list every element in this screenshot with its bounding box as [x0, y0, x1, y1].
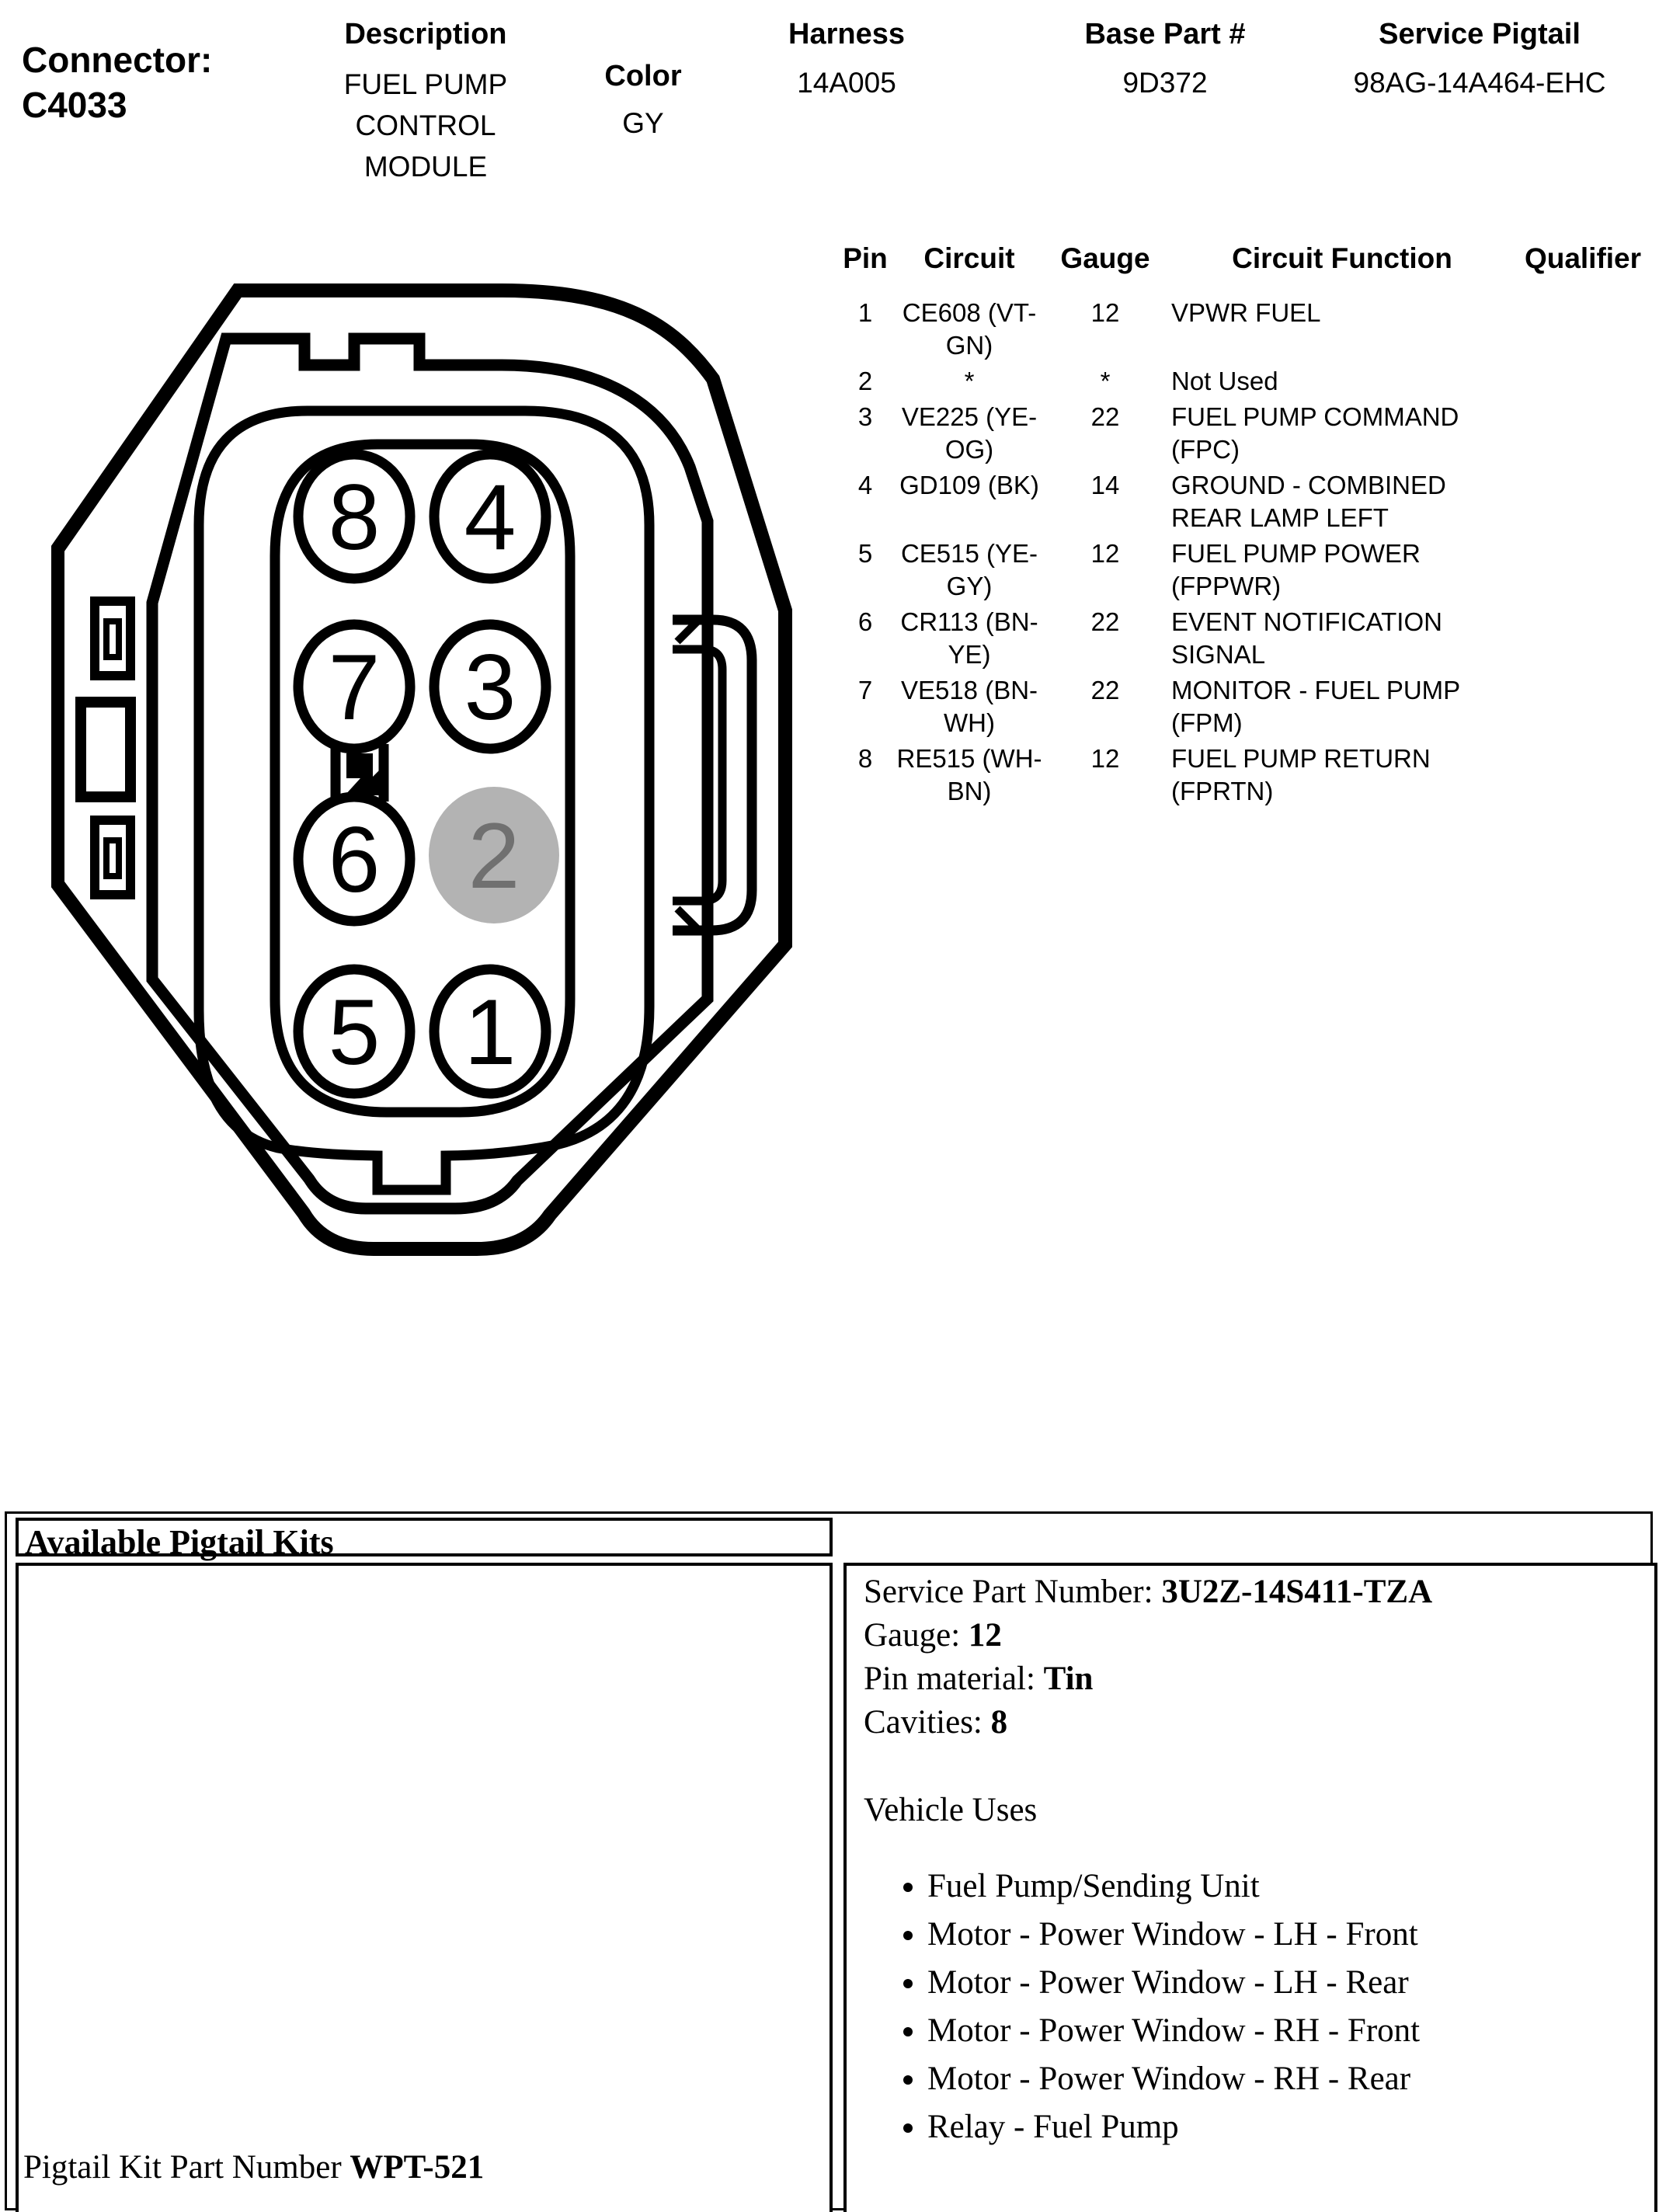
gauge-cell: 22	[1090, 676, 1120, 704]
pin-table-row	[839, 365, 1659, 398]
circuit-function-cell: FUEL PUMP POWER (FPPWR)	[1171, 539, 1421, 600]
circuit-cell: CE608 (VT- GN)	[902, 298, 1037, 360]
gauge-cell: 12	[1090, 298, 1120, 327]
pin-number-label-4: 4	[464, 465, 516, 569]
color-header: Color	[604, 60, 682, 92]
gauge-cell: 14	[1090, 471, 1120, 499]
pin-number-cell: 4	[857, 471, 873, 499]
pin-number-cell: 7	[857, 676, 873, 704]
detail-value: Tin	[1043, 1661, 1094, 1697]
pigtail-kit-part-number-line	[23, 2148, 484, 2186]
gauge-cell: 22	[1090, 402, 1120, 431]
circuit-column-header: Circuit	[923, 242, 1015, 274]
pin-number-label-6: 6	[328, 808, 381, 912]
connector-inner-shell	[152, 339, 708, 1209]
pigtail-kit-part-number-value: WPT-521	[350, 2149, 485, 2186]
connector-seal-ring	[199, 411, 649, 1190]
pin-number-label-3: 3	[464, 635, 516, 739]
qualifier-cell	[1521, 469, 1645, 534]
pin-number-cell: 8	[857, 744, 873, 773]
pigtail-detail-line	[864, 1614, 1432, 1657]
pin-table-row	[839, 606, 1659, 671]
pin-number-cell: 1	[857, 298, 873, 327]
left-latch-slot-top	[95, 601, 130, 676]
color-value: GY	[622, 107, 664, 139]
detail-value: 12	[968, 1617, 1002, 1654]
vehicle-use-item: • Motor - Power Window - LH - Front	[927, 1911, 1420, 1959]
base-part-value: 9D372	[1122, 67, 1208, 99]
circuit-function-cell: VPWR FUEL	[1171, 298, 1321, 327]
pin-number-label-5: 5	[328, 980, 381, 1084]
pin-number-cell: 3	[857, 402, 873, 431]
circuit-cell: CE515 (YE- GY)	[900, 539, 1038, 600]
service-pigtail-header: Service Pigtail	[1379, 18, 1581, 50]
circuit-cell: RE515 (WH- BN)	[896, 744, 1042, 805]
left-latch-slot-top-inner	[106, 621, 119, 657]
circuit-cell: VE225 (YE- OG)	[901, 402, 1038, 464]
vehicle-use-item: • Motor - Power Window - RH - Front	[927, 2007, 1420, 2055]
circuit-function-cell: GROUND - COMBINED REAR LAMP LEFT	[1171, 471, 1446, 532]
qualifier-cell	[1521, 674, 1645, 739]
detail-value: 3U2Z-14S411-TZA	[1161, 1574, 1433, 1610]
pin-table-row	[839, 537, 1659, 603]
pin-table-header-row	[839, 242, 1659, 275]
gauge-column-header: Gauge	[1060, 242, 1150, 274]
vehicle-uses-list	[893, 1862, 1420, 2151]
pin-number-label-1: 1	[464, 980, 516, 1084]
pin-number-label-2: 2	[468, 804, 520, 908]
side-lock-tab-inner	[673, 649, 722, 901]
vehicle-uses-title: Vehicle Uses	[864, 1792, 1038, 1828]
left-latch-slot-bottom-inner	[106, 840, 119, 876]
qualifier-cell	[1521, 606, 1645, 671]
vehicle-use-item: • Motor - Power Window - RH - Rear	[927, 2055, 1420, 2103]
detail-value: 8	[990, 1704, 1008, 1741]
pigtail-detail-lines	[864, 1570, 1432, 1744]
pin-number-cell: 5	[857, 539, 873, 568]
vehicle-use-item: • Fuel Pump/Sending Unit	[927, 1862, 1420, 1911]
pigtail-kits-title-cell	[16, 1518, 833, 1561]
pigtail-kit-part-number-label: Pigtail Kit Part Number	[23, 2149, 342, 2186]
connector-id: C4033	[22, 85, 127, 125]
connector-title	[22, 37, 212, 127]
harness-header: Harness	[788, 18, 905, 50]
pigtail-kit-image-cell	[16, 1563, 833, 2212]
harness-value: 14A005	[797, 67, 896, 99]
base-part-header: Base Part #	[1084, 18, 1246, 50]
circuit-function-cell: Not Used	[1171, 367, 1278, 395]
circuit-cell: GD109 (BK)	[899, 471, 1039, 499]
pigtail-detail-line	[864, 1701, 1432, 1744]
circuit-cell: *	[964, 367, 975, 395]
pin-table-row	[839, 401, 1659, 466]
pin-number-label-7: 7	[328, 635, 381, 739]
pigtail-detail-line	[864, 1657, 1432, 1701]
circuit-cell: CR113 (BN- YE)	[900, 607, 1038, 669]
description-header: Description	[344, 18, 507, 50]
pin-table-row	[839, 297, 1659, 362]
pin-table-body	[839, 297, 1659, 811]
qualifier-cell	[1521, 537, 1645, 603]
qualifier-column-header: Qualifier	[1524, 242, 1642, 274]
circuit-function-cell: MONITOR - FUEL PUMP (FPM)	[1171, 676, 1461, 737]
left-latch-window	[81, 702, 130, 797]
gauge-cell: 12	[1090, 539, 1120, 568]
pin-table-row	[839, 674, 1659, 739]
detail-label: Gauge:	[864, 1617, 969, 1654]
description-line: CONTROL	[355, 110, 496, 141]
pigtail-detail-line	[864, 1570, 1432, 1614]
gauge-cell: *	[1100, 367, 1111, 395]
description-line: FUEL PUMP	[343, 68, 508, 100]
pin-number-cell: 2	[857, 367, 873, 395]
connector-label: Connector:	[22, 40, 213, 80]
function-column-header: Circuit Function	[1232, 242, 1452, 274]
pin-table-row	[839, 743, 1659, 808]
connector-face-diagram	[51, 276, 801, 1268]
qualifier-cell	[1521, 297, 1645, 362]
circuit-function-cell: FUEL PUMP RETURN (FPRTN)	[1171, 744, 1431, 805]
circuit-function-cell: EVENT NOTIFICATION SIGNAL	[1171, 607, 1442, 669]
pin-column-header: Pin	[843, 242, 888, 274]
vehicle-use-item: • Motor - Power Window - LH - Rear	[927, 1959, 1420, 2007]
qualifier-cell	[1521, 365, 1645, 398]
vehicle-use-item: • Relay - Fuel Pump	[927, 2103, 1420, 2151]
detail-label: Pin material:	[864, 1661, 1044, 1697]
circuit-cell: VE518 (BN- WH)	[900, 676, 1038, 737]
pin-number-label-8: 8	[328, 465, 381, 569]
qualifier-cell	[1521, 401, 1645, 466]
description-value	[309, 64, 542, 187]
gauge-cell: 22	[1090, 607, 1120, 636]
service-pigtail-value: 98AG-14A464-EHC	[1353, 67, 1606, 99]
detail-label: Service Part Number:	[864, 1574, 1162, 1610]
circuit-function-cell: FUEL PUMP COMMAND (FPC)	[1171, 402, 1459, 464]
description-line: MODULE	[363, 151, 488, 183]
pigtail-kits-title: Available Pigtail Kits	[25, 1523, 334, 1561]
detail-label: Cavities:	[864, 1704, 991, 1741]
pin-table-row	[839, 469, 1659, 534]
left-latch-slot-bottom	[95, 820, 130, 895]
qualifier-cell	[1521, 743, 1645, 808]
pin-number-cell: 6	[857, 607, 873, 636]
gauge-cell: 12	[1090, 744, 1120, 773]
